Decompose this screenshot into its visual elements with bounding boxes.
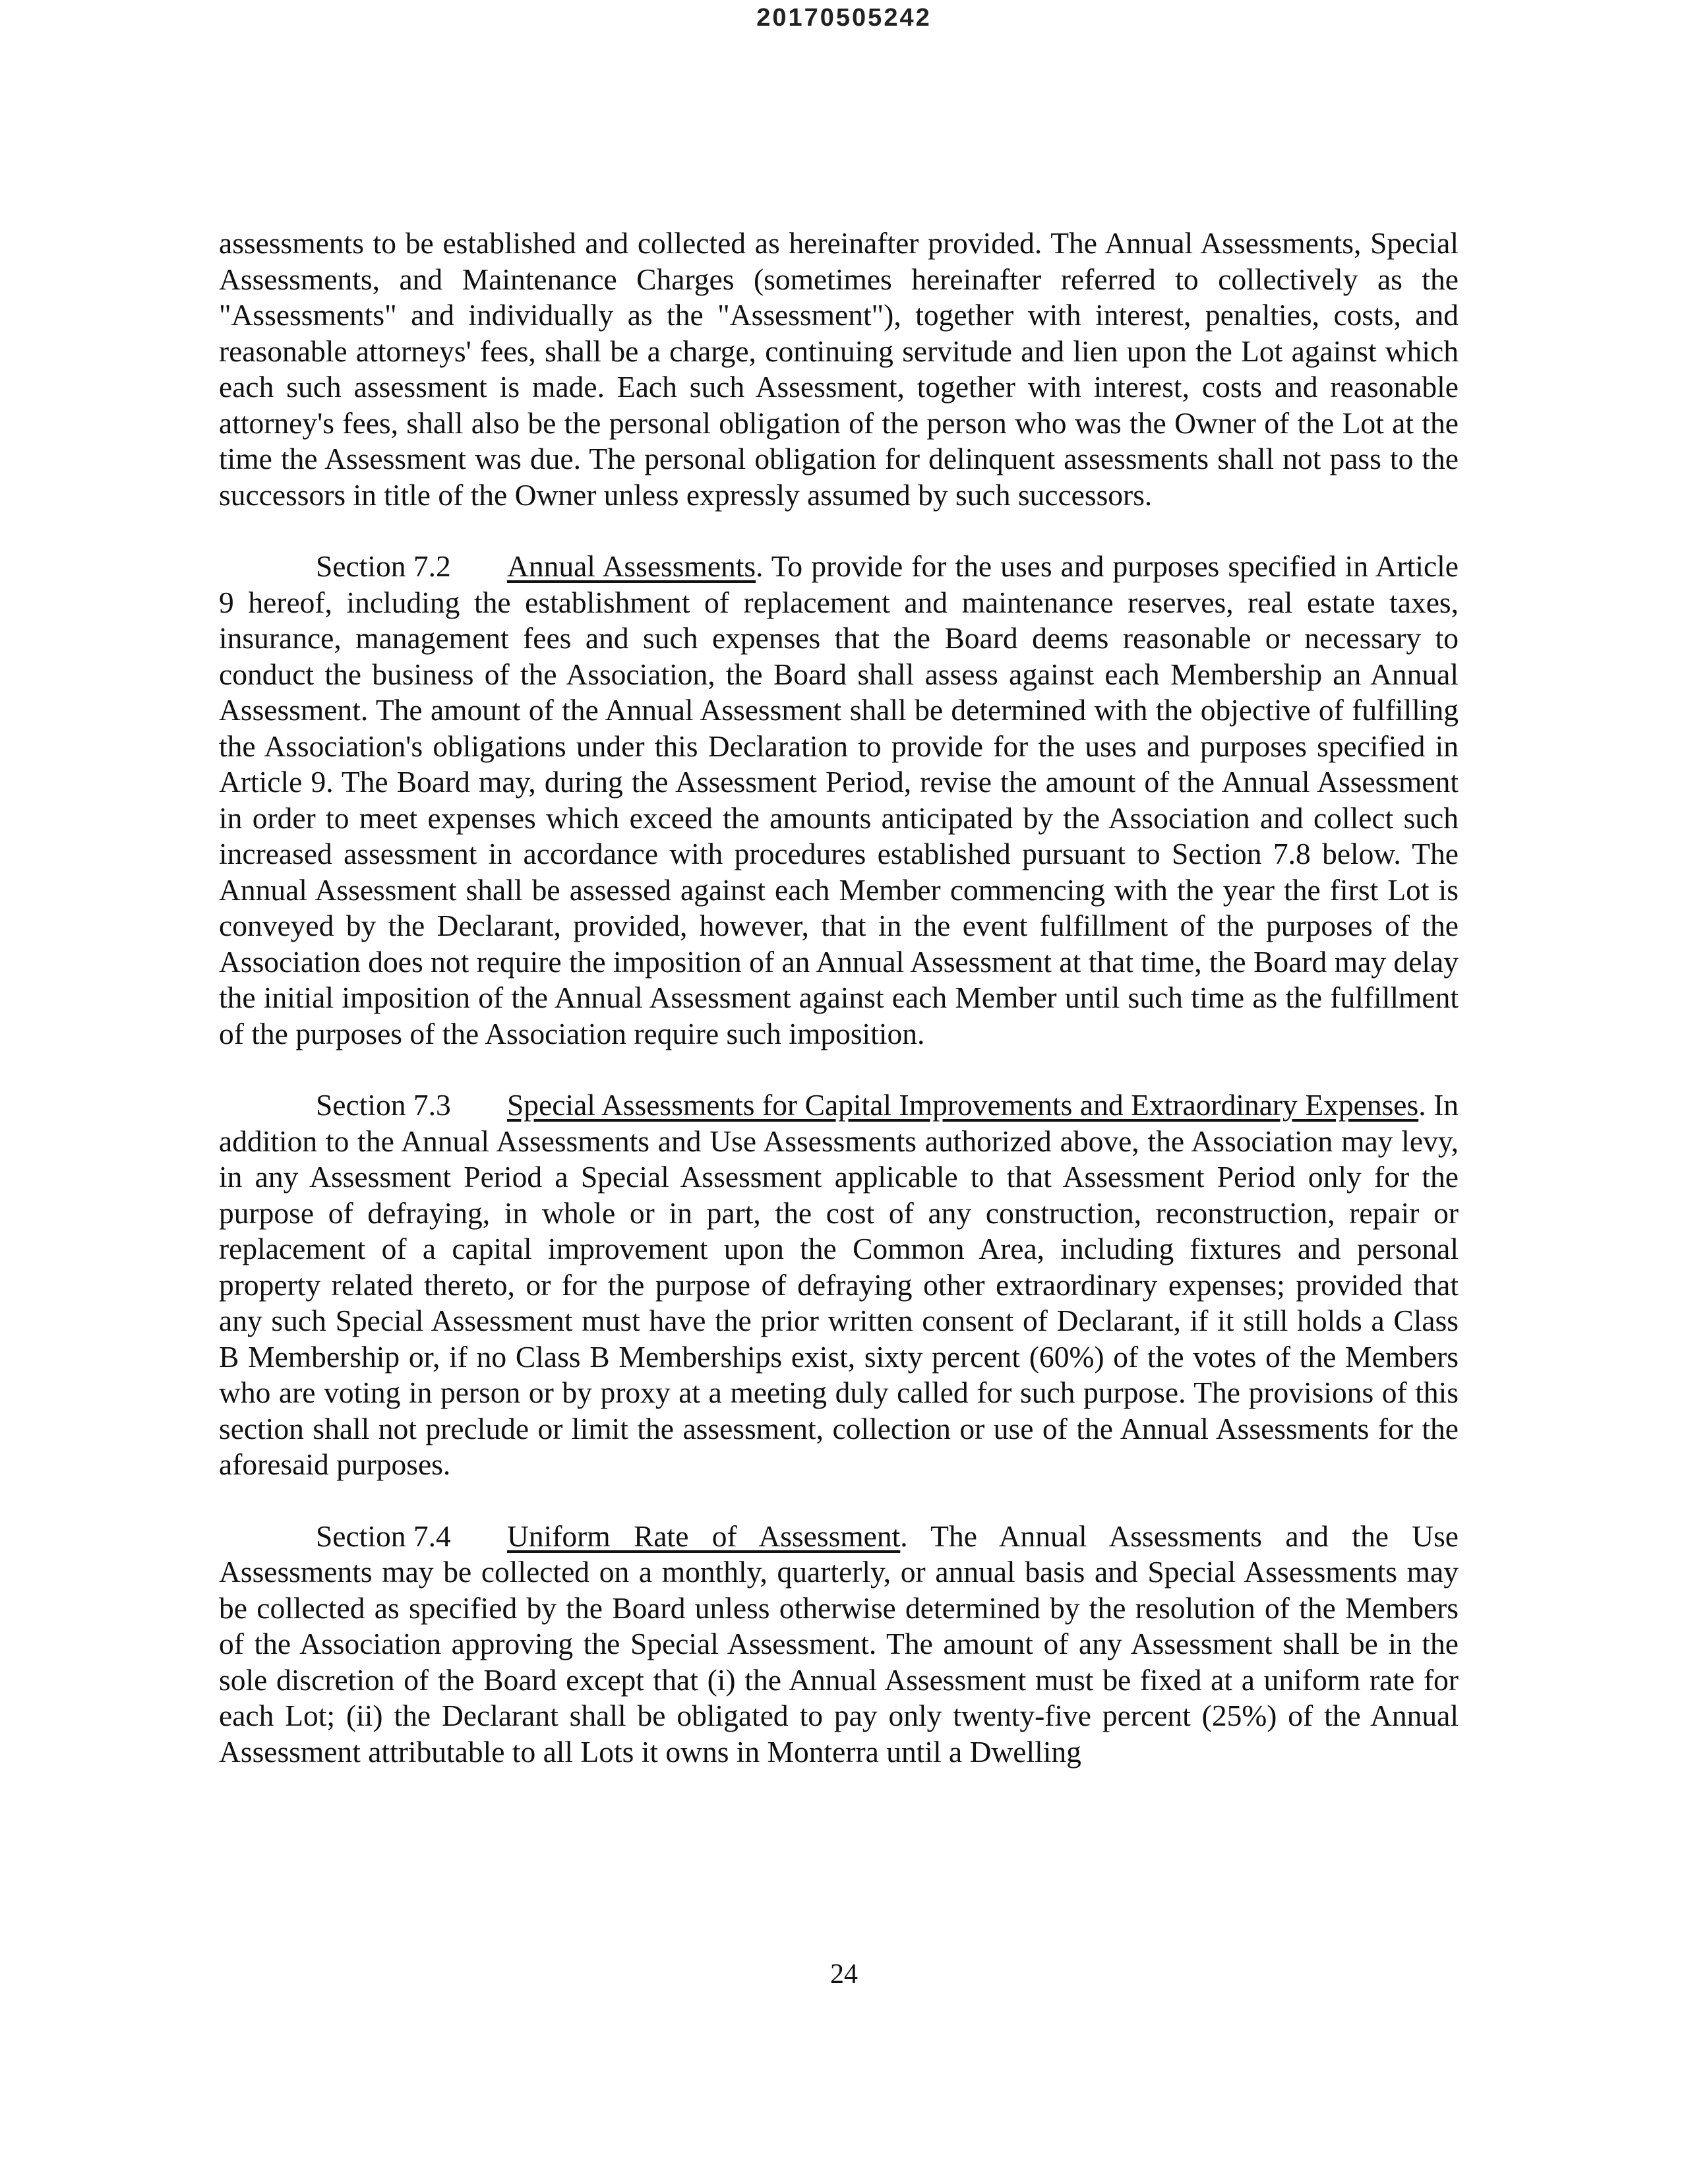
section-label: Section 7.3 [316, 1088, 451, 1122]
section-label: Section 7.4 [316, 1519, 451, 1553]
page-number: 24 [830, 1959, 858, 1989]
section-7-4-paragraph [219, 1519, 1459, 1771]
section-7-2-paragraph [219, 549, 1459, 1052]
section-text: . To provide for the uses and purposes specified in Article 9 hereof, including the establishment of replacement and maintenance reserves, real estate taxes, insurance, management fees and such expenses that the Board deems reasonable or necessary to conduct the business of the Association, the Board shall assess against each Membership an Annual Assessment. The amount of the Annual Assessment shall be determined with the objective of fulfilling the Association's obligations under this Declaration to provide for the uses and purposes specified in Article 9. The Board may, during the Assessment Period, revise the amount of the Annual Assessment in order to meet expenses which exceed the amounts anticipated by the Association and collect such increased assessment in accordance with procedures established pursuant to Section 7.8 below. The Annual Assessment shall be assessed against each Member commencing with the year the first Lot is conveyed by the Declarant, provided, however, that in the event fulfillment of the purposes of the Association does not require the imposition of an Annual Assessment at that time, the Board may delay the initial imposition of the Annual Assessment against each Member until such time as the fulfillment of the purposes of the Association require such imposition. [219, 549, 1459, 1050]
section-label: Section 7.2 [316, 549, 451, 583]
document-number: 20170505242 [756, 4, 932, 32]
section-title: Special Assessments for Capital Improvements and Extraordinary Expenses [507, 1088, 1419, 1122]
intro-paragraph: assessments to be established and collected as hereinafter provided. The Annual Assessments, Special Assessments, and Maintenance Charges (sometimes hereinafter referred to collectively as the "Assessments" and individually as the "Assessment"), together with interest, penalties, costs, and reasonable attorneys' fees, shall be a charge, continuing servitude and lien upon the Lot against which each such assessment is made. Each such Assessment, together with interest, costs and reasonable attorney's fees, shall also be the personal obligation of the person who was the Owner of the Lot at the time the Assessment was due. The personal obligation for delinquent assessments shall not pass to the successors in title of the Owner unless expressly assumed by such successors. [219, 226, 1459, 512]
section-text: . In addition to the Annual Assessments and Use Assessments authorized above, the Association may levy, in any Assessment Period a Special Assessment applicable to that Assessment Period only for the purpose of defraying, in whole or in part, the cost of any construction, reconstruction, repair or replacement of a capital improvement upon the Common Area, including fixtures and personal property related thereto, or for the purpose of defraying other extraordinary expenses; provided that any such Special Assessment must have the prior written consent of Declarant, if it still holds a Class B Membership or, if no Class B Memberships exist, sixty percent (60%) of the votes of the Members who are voting in person or by proxy at a meeting duly called for such purpose. The provisions of this section shall not preclude or limit the assessment, collection or use of the Annual Assessments for the aforesaid purposes. [219, 1088, 1459, 1481]
section-title: Annual Assessments [507, 549, 756, 583]
document-body [219, 226, 1459, 1770]
section-text: . The Annual Assessments and the Use Assessments may be collected on a monthly, quarterly, or annual basis and Special Assessments may be collected as specified by the Board unless otherwise determined by the resolution of the Members of the Association approving the Special Assessment. The amount of any Assessment shall be in the sole discretion of the Board except that (i) the Annual Assessment must be fixed at a uniform rate for each Lot; (ii) the Declarant shall be obligated to pay only twenty-five percent (25%) of the Annual Assessment attributable to all Lots it owns in Monterra until a Dwelling [219, 1519, 1459, 1769]
section-title: Uniform Rate of Assessment [507, 1519, 901, 1553]
section-7-3-paragraph [219, 1087, 1459, 1483]
